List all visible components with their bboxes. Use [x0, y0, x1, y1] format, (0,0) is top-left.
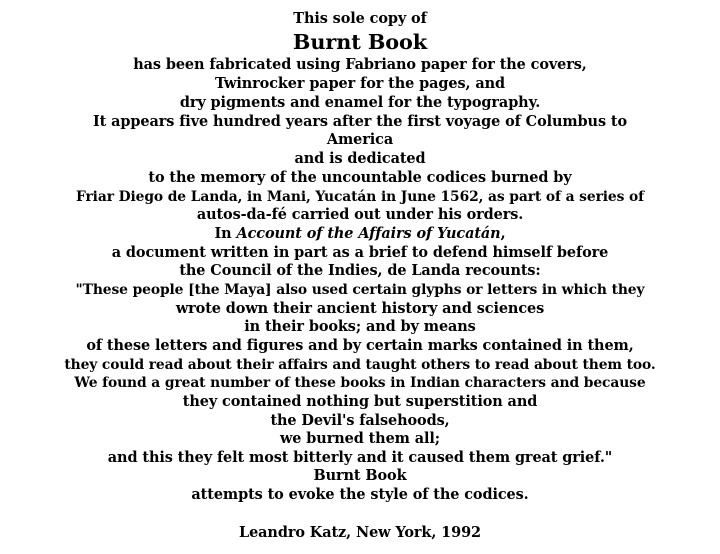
occasion-line: It appears five hundred years after the first voyage of Columbus to	[93, 113, 627, 130]
quote-line: in their books; and by means	[244, 318, 476, 335]
intro-line: This sole copy of	[293, 10, 427, 27]
quote-line: and this they felt most bitterly and it caused them great grief."	[107, 449, 613, 466]
materials-line: dry pigments and enamel for the typography.	[179, 94, 541, 111]
materials-line: Twinrocker paper for the pages, and	[215, 75, 505, 92]
source-prefix: In	[214, 225, 237, 242]
occasion-line: and is dedicated	[294, 150, 426, 167]
source-work-title: Account of the Affairs of Yucatán	[236, 225, 501, 242]
book-title: Burnt Book	[292, 29, 428, 54]
occasion-line: America	[326, 131, 394, 148]
occasion-line: to the memory of the uncountable codices burned by	[148, 169, 572, 186]
source-suffix: ,	[500, 225, 506, 242]
quote-line: they contained nothing but superstition and	[182, 393, 538, 410]
quote-line: We found a great number of these books in Indian characters and because	[74, 375, 646, 391]
quote-line: "These people [the Maya] also used certain glyphs or letters in which they	[75, 282, 645, 298]
quote-line: wrote down their ancient history and sciences	[175, 300, 545, 317]
quote-line: we burned them all;	[279, 430, 441, 447]
materials-line: has been fabricated using Fabriano paper for the covers,	[133, 56, 587, 73]
signature-line: Leandro Katz, New York, 1992	[239, 524, 481, 541]
quote-line: they could read about their affairs and taught others to read about them too.	[64, 357, 656, 373]
context-line: the Council of the Indies, de Landa recounts:	[179, 262, 541, 279]
quote-line: of these letters and figures and by certain marks contained in them,	[86, 337, 634, 354]
closing-title: Burnt Book	[313, 467, 407, 484]
occasion-line: Friar Diego de Landa, in Mani, Yucatán in June 1562, as part of a series of	[76, 189, 644, 205]
context-line: a document written in part as a brief to defend himself before	[111, 244, 609, 261]
source-line	[0, 225, 720, 243]
closing-line: attempts to evoke the style of the codices.	[191, 486, 529, 503]
quote-line: the Devil's falsehoods,	[270, 412, 450, 429]
occasion-line: autos-da-fé carried out under his orders.	[196, 206, 524, 223]
